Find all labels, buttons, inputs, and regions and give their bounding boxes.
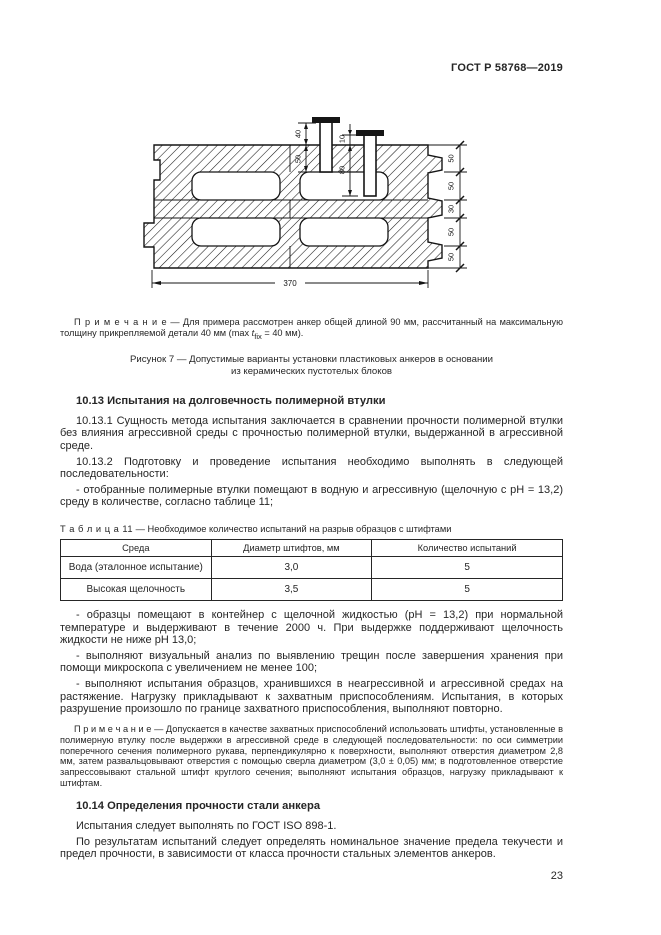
dim-width: 370 <box>282 279 297 288</box>
figure-note-var: t <box>251 328 255 338</box>
bullet-1: - отобранные полимерные втулки помещают в водную и агрессивную (щелочную с pH = 13,2) среду в количестве, согласно таблице 11; <box>60 483 563 509</box>
page-number: 23 <box>550 869 563 882</box>
dim-chain-2: 50 <box>446 181 455 191</box>
dim-anchor2-above: 10 <box>337 134 346 144</box>
section-note-label: П р и м е ч а н и е <box>74 723 152 734</box>
cell-kolichestvo-1: 5 <box>372 556 563 578</box>
doc-code: ГОСТ Р 58768—2019 <box>451 62 563 74</box>
col-header-sreda: Среда <box>61 539 212 556</box>
heading-10-13: 10.13 Испытания на долговечность полимерной втулки <box>76 394 386 407</box>
cell-kolichestvo-2: 5 <box>372 578 563 600</box>
paragraph-10-13-2: 10.13.2 Подготовку и проведение испытания необходимо выполнять в следующей последовательности: <box>60 455 563 481</box>
table-row <box>61 578 563 600</box>
col-header-diametr: Диаметр штифтов, мм <box>211 539 372 556</box>
page-content <box>60 0 563 882</box>
table-header-row <box>61 539 563 556</box>
cell-sreda-1: Вода (эталонное испытание) <box>61 556 212 578</box>
figure-caption-line2: из керамических пустотелых блоков <box>230 365 393 377</box>
figure-note-label: П р и м е ч а н и е <box>74 317 168 327</box>
paragraph-10-13-1: 10.13.1 Сущность метода испытания заключается в сравнении прочности полимерной втулки без влияния агрессивной среды с прочностью полимерной втулки, выдержанной в агрессивной среде. <box>60 414 563 453</box>
anchor-1-head <box>312 117 340 123</box>
dim-anchor1-above: 40 <box>293 129 302 139</box>
block-cross-section-drawing <box>130 112 510 302</box>
figure-caption <box>60 354 563 378</box>
table-11-caption-text: — Необходимое количество испытаний на разрыв образцов с штифтами <box>133 523 452 534</box>
dim-chain-5: 50 <box>446 252 455 262</box>
figure-caption-line1: Рисунок 7 — Допустимые варианты установки пластиковых анкеров в основании <box>130 353 493 365</box>
figure-note-tail: = 40 мм). <box>261 328 304 338</box>
figure-note <box>60 317 563 342</box>
table-11-caption <box>60 524 563 534</box>
bullet-2: - образцы помещают в контейнер с щелочной жидкостью (pH = 13,2) при нормальной температуре и выдерживают в течение 2000 ч. При выдержке поддерживают щелочность жидкости не ниже pH 13,0; <box>60 608 563 647</box>
dim-anchor2-embed: 80 <box>337 165 346 175</box>
void-bottom-right <box>300 218 388 246</box>
bullet-3: - выполняют визуальный анализ по выявлению трещин после завершения хранения при помощи микроскопа с увеличением не менее 100; <box>60 649 563 675</box>
section-note <box>60 724 563 789</box>
cell-sreda-2: Высокая щелочность <box>61 578 212 600</box>
anchor-1-stem <box>320 122 332 172</box>
figure-7 <box>60 112 563 304</box>
anchor-2-head <box>356 130 384 136</box>
dim-chain-3: 30 <box>446 204 455 214</box>
dim-chain-1: 50 <box>446 154 455 163</box>
paragraph-10-14-2: По результатам испытаний следует определять номинальное значение предела текучести и предел прочности, в зависимости от класса прочности стальных элементов анкеров. <box>60 835 563 861</box>
col-header-kolichestvo: Количество испытаний <box>372 539 563 556</box>
table-row <box>61 556 563 578</box>
heading-10-14: 10.14 Определения прочности стали анкера <box>76 800 321 813</box>
section-note-body: — Допускается в качестве захватных приспособлений использовать штифты, установленные в полимерную втулку после выдержки в агрессивной среде в следующей последовательности: по оси симметрии поперечного сечения полимерного рукава, перпендикулярно к поверхности, выполняют отверстия диаметром 2,8 мм, затем развальцовывают отверстия с помощью сверла диаметром (3,0 ± 0,05) мм; в подготовленное отверстие запрессовывают стальной штифт круглого сечения; выполняют испытания образцов, нагрузку прикладывают к штифтам. <box>60 723 563 789</box>
dim-anchor1-embed: 50 <box>293 154 302 164</box>
table-11-caption-label: Т а б л и ц а 11 <box>60 523 134 534</box>
table-11 <box>60 539 563 601</box>
dim-chain-4: 50 <box>446 227 455 237</box>
anchor-2-stem <box>364 135 376 196</box>
void-top-left <box>192 172 280 200</box>
bullet-4: - выполняют испытания образцов, хранившихся в неагрессивной и агрессивной средах на растяжение. Нагрузку прикладывают к захватным приспособлениям. Испытания, в которых разрушение произошло по границе захватного приспособления, выполняют повторно. <box>60 677 563 716</box>
cell-diametr-2: 3,5 <box>211 578 372 600</box>
cell-diametr-1: 3,0 <box>211 556 372 578</box>
paragraph-10-14-1: Испытания следует выполнять по ГОСТ ISO 898-1. <box>76 820 337 833</box>
figure-note-sub: fix <box>254 331 262 341</box>
void-bottom-left <box>192 218 280 246</box>
figure-note-body: — Для примера рассмотрен анкер общей длиной 90 мм, рассчитанный на максимальную толщину прикрепляемой детали 40 мм (max <box>60 317 563 338</box>
